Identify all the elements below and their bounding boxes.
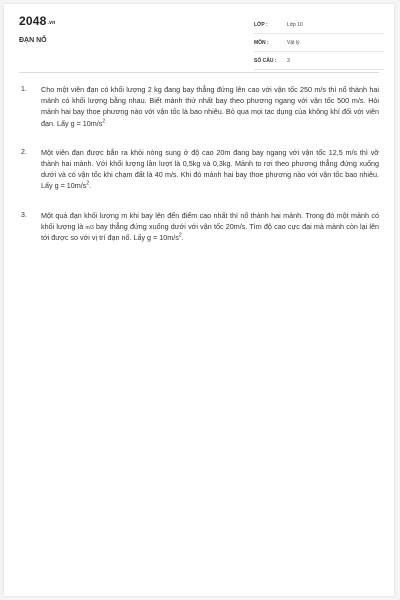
site-logo[interactable]: [19, 14, 55, 28]
meta-value: 3: [287, 58, 290, 64]
question-item: [19, 84, 379, 129]
meta-row-class: [254, 19, 384, 34]
meta-info: [254, 19, 384, 73]
header-divider: [19, 72, 379, 73]
superscript: 2: [102, 118, 106, 125]
worksheet-header: [4, 4, 394, 74]
logo-tld: .vn: [47, 20, 56, 26]
question-number: 3.: [21, 211, 27, 219]
worksheet-page: [4, 4, 394, 596]
meta-label: MÔN :: [254, 40, 269, 46]
meta-label: LỚP :: [254, 22, 268, 28]
meta-value: Vật lý: [287, 40, 300, 46]
worksheet-title: ĐẠN NỔ: [19, 37, 47, 44]
question-number: 2.: [21, 148, 27, 156]
question-number: 1.: [21, 86, 27, 93]
question-text: [41, 147, 379, 192]
question-text: [41, 84, 379, 129]
meta-label: SỐ CÂU :: [254, 58, 277, 64]
question-body-start: Một quả đạn khối lượng m khi bay lên đến điểm cao nhất thì nổ thành hai mảnh. Trong đó một mảnh có khối lượng là: [41, 210, 379, 231]
question-tail: .: [89, 181, 92, 191]
question-body: Một viên đạn được bắn ra khỏi nòng sung ở độ cao 20m đang bay ngang với vận tốc 12,5 m/s thì vỡ thành hai mảnh. Với khối lượng lần lượt là 0,5kg và 0,3kg. Mảnh to rơi theo phương thẳng đứng xuống dưới và có vận tốc khi chạm đất là 40 m/s. Khi đó mảnh hai bay thoe phương nào với vận tốc bao nhiêu. Lấy g = 10m/s: [41, 147, 379, 191]
question-tail: .: [181, 233, 184, 243]
question-item: [19, 147, 379, 192]
meta-row-subject: [254, 37, 384, 52]
question-body: bay thẳng đứng xuống dưới với vận tốc 20m/s. Tìm độ cao cực đại mà mảnh còn lại lên tới được so với vị trí đạn nổ. Lấy g = 10m/s: [41, 221, 379, 243]
question-item: [19, 210, 379, 244]
logo-text: 2048: [19, 14, 47, 28]
question-list: [19, 84, 379, 261]
question-text: [41, 210, 379, 244]
fraction: m/3: [85, 224, 94, 231]
question-body: Cho một viên đạn có khối lượng 2 kg đang bay thẳng đứng lên cao với vận tốc 250 m/s thì nổ thành hai mảnh có khối lượng bằng nhau. Biết mảnh thứ nhất bay theo phương ngang với vận tốc 500 m/s. Hỏi mảnh hai bay thoe phương nào với vận tốc là bao nhiêu. Bỏ qua mọi tac dụng của không khí đối với viên đạn. Lấy g = 10m/s: [41, 85, 379, 128]
superscript: 2: [178, 232, 182, 239]
superscript: 2: [86, 181, 90, 188]
meta-row-count: [254, 55, 384, 70]
meta-value: Lớp 10: [287, 22, 303, 28]
